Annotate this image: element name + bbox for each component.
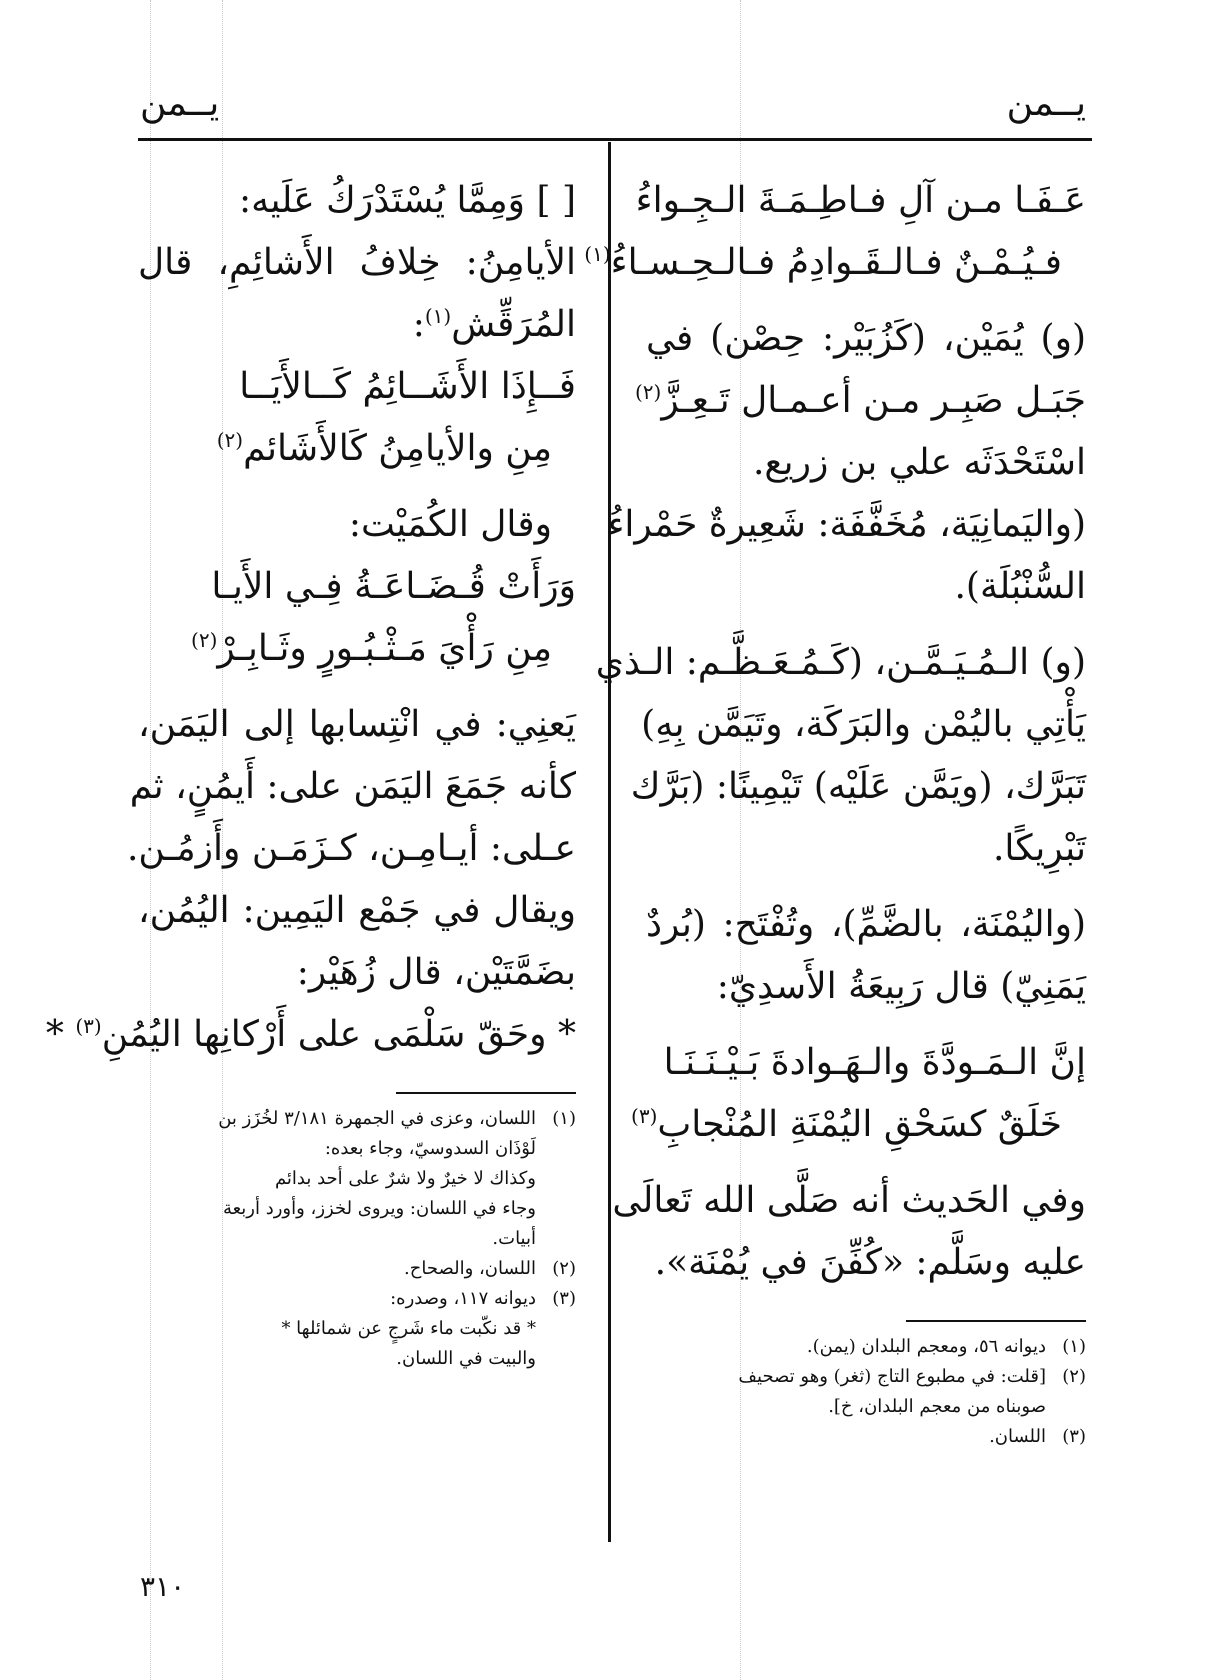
footnote-text: اللسان، وعزى في الجمهرة ٣/١٨١ لخُزَز بن [218,1108,536,1129]
line-text: (و) يُمَيْن، (كَزُبَيْر: حِصْن) في [646,318,1086,359]
verse-line [631,1094,1086,1156]
footnote-reference: (٣) [75,1014,102,1038]
text-line [607,494,1086,556]
line-tail: : [412,304,425,345]
line-text: إنَّ الـمَـودَّةَ والـهَـوادةَ بَـيْـنَـنَـا [663,1042,1086,1083]
footnote [138,1344,576,1374]
line-text: الأيامِنُ: خِلافُ الأَشائِمِ، قال [138,242,576,283]
text-line [641,694,1086,756]
left-column-text [45,170,576,1066]
footnote-reference: (٢) [634,380,662,404]
footnote [138,1164,576,1194]
text-line [630,756,1086,818]
footnote-text: ديوانه ٥٦، ومعجم البلدان (يمن). [806,1336,1046,1357]
footnote [138,1284,576,1314]
verse-line [138,356,576,418]
footnote-reference: (١) [424,304,452,328]
footnote [138,1104,576,1134]
footnote-text: وجاء في اللسان: ويروى لخزز، وأورد أربعة [222,1198,536,1219]
line-tail: * [45,1014,76,1055]
line-text: عليه وسَلَّم: «كُفِّنَ في يُمْنَة». [654,1242,1086,1283]
footnote-text: لَوْذَان السدوسيّ، وجاء بعده: [324,1138,536,1159]
running-header-left: يــمن [140,83,220,124]
footnote-number: (١) [552,1108,576,1129]
text-line [646,894,1086,956]
footnote-reference: (٢) [191,628,218,652]
text-line [138,170,576,232]
right-column-footnotes [646,1332,1086,1452]
line-text: عـلى: أيـامِـن، كـزَمَـن وأَزمُـن. [126,828,576,869]
verse-line [138,494,576,556]
footnote-text: وكذاك لا خيرٌ ولا شرٌ على أحد بدائم [274,1168,536,1189]
verse-line [635,170,1086,232]
left-column-footnotes [138,1104,576,1374]
running-header-right: يــمن [1006,83,1086,124]
page-number: ٣١٠ [140,1570,186,1603]
text-line [612,1170,1086,1232]
line-text: وقال الكُمَيْت: [348,504,552,545]
text-line [138,694,576,756]
verse-line [584,232,1086,294]
footnote-text: اللسان. [989,1426,1046,1447]
footnote-rule [906,1320,1086,1322]
line-text: خَلَقٌ كسَحْقِ اليُمْنَةِ المُنْجابِ [657,1104,1062,1145]
text-line [646,556,1086,618]
line-text: مِنِ رَأْيَ مَـثْـبُـورٍ وثَـابِـرْ [217,628,552,669]
line-text: فَــإِذَا الأَشَــائِمُ كَــالأَيَــا [239,366,576,407]
text-line [646,308,1086,370]
right-column-text [584,170,1086,1294]
footnote [646,1362,1086,1392]
text-line [138,880,576,942]
line-text: [ ] وَمِمَّا يُسْتَدْرَكُ عَلَيه: [239,180,576,221]
text-line [646,818,1086,880]
footnote-number: (١) [1062,1336,1086,1357]
line-text: كأنه جَمَعَ اليَمَن على: أَيمُنٍ، ثم [129,766,576,807]
line-text: جَبَـل صَبِـر مـن أعـمـال تَـعِـزَّ [661,380,1086,421]
footnote [138,1254,576,1284]
footnote [138,1194,576,1224]
line-text: المُرَقِّش [451,304,576,345]
footnote-number: (٣) [552,1288,576,1309]
footnote [138,1314,576,1344]
line-text: مِنِ والأيامِنُ كَالأَشَائم [243,428,552,469]
footnote-reference: (٣) [631,1104,658,1128]
header-rule [138,138,1092,141]
line-text: وَرَأَتْ قُـضَـاعَـةُ فِـي الأَيـا [211,566,576,607]
footnote [646,1332,1086,1362]
verse-line [45,1004,576,1066]
text-line [595,632,1086,694]
footnote-text: ديوانه ١١٧، وصدره: [390,1288,536,1309]
line-text: يَأْتِي باليُمْن والبَرَكَة، وتَيَمَّن بِهِ) [641,704,1086,745]
footnote-text: [قلت: في مطبوع التاج (ثغر) وهو تصحيف [738,1366,1046,1387]
footnote [646,1422,1086,1452]
footnote-text: اللسان، والصحاح. [404,1258,536,1279]
footnote [646,1392,1086,1422]
footnote-text: والبيت في اللسان. [396,1348,536,1369]
right-column [584,170,1086,1452]
footnote-reference: (٢) [216,428,244,452]
line-text: فـيُـمْـنٌ فـالـقَـوادِمُ فـالـحِـسـاءُ [610,242,1062,283]
footnote-rule [396,1092,576,1094]
line-text: (واليُمْنَة، بالضَّمِّ)، وتُفْتَح: (بُردٌ [646,904,1086,945]
text-line [129,756,576,818]
text-line [646,1232,1086,1294]
verse-line [138,556,576,618]
text-line [646,432,1086,494]
line-text: وفي الحَديث أنه صَلَّى الله تَعالَى [612,1180,1086,1221]
line-text: تَبْرِيكًا. [992,828,1086,869]
line-text: تَبَرَّك، (ويَمَّن عَلَيْه) تَيْمِينًا: (بَرَّك [630,766,1086,807]
footnote [138,1134,576,1164]
footnote-text: * قد نكّبت ماء شَرجٍ عن شمائلها * [281,1318,536,1339]
line-text: (و) الـمُـيَـمَّـن، (كَـمُـعَـظَّـم: الـذي [595,642,1086,683]
verse-line [138,418,576,480]
line-text: يَعنِي: في انْتِسابها إلى اليَمَن، [138,704,576,745]
footnote-text: أبيات. [492,1228,536,1249]
line-text: ويقال في جَمْع اليَمِين: اليُمُن، [138,890,576,931]
left-column [45,170,576,1374]
text-line [634,370,1086,432]
text-line [138,232,576,294]
text-line [138,294,576,356]
footnote-number: (٣) [1062,1426,1086,1447]
text-line [646,956,1086,1018]
line-text: (واليَمانِيَة، مُخَفَّفَة: شَعِيرةٌ حَمْراءُ [607,504,1086,545]
column-divider [608,142,611,1542]
footnote-number: (٢) [1062,1366,1086,1387]
footnote-text: صوبناه من معجم البلدان، خ]. [828,1396,1046,1417]
line-text: اسْتَحْدَثَه علي بن زريع. [752,442,1086,483]
line-text: يَمَنِيّ) قال رَبِيعَةُ الأَسدِيّ: [716,966,1086,1007]
footnote [138,1224,576,1254]
footnote-number: (٢) [552,1258,576,1279]
line-text: * وحَقّ سَلْمَى على أَرْكانِها اليُمُنِ [101,1014,576,1055]
verse-line [138,618,576,680]
line-text: عَـفَـا مـن آلِ فـاطِـمَـةَ الـجِـواءُ [635,180,1086,221]
line-text: بضَمَّتَيْن، قال زُهَيْر: [296,952,576,993]
text-line [138,942,576,1004]
text-line [126,818,576,880]
line-text: السُّنْبُلَة). [954,566,1086,607]
footnote-reference: (١) [584,242,611,266]
verse-line [646,1032,1086,1094]
